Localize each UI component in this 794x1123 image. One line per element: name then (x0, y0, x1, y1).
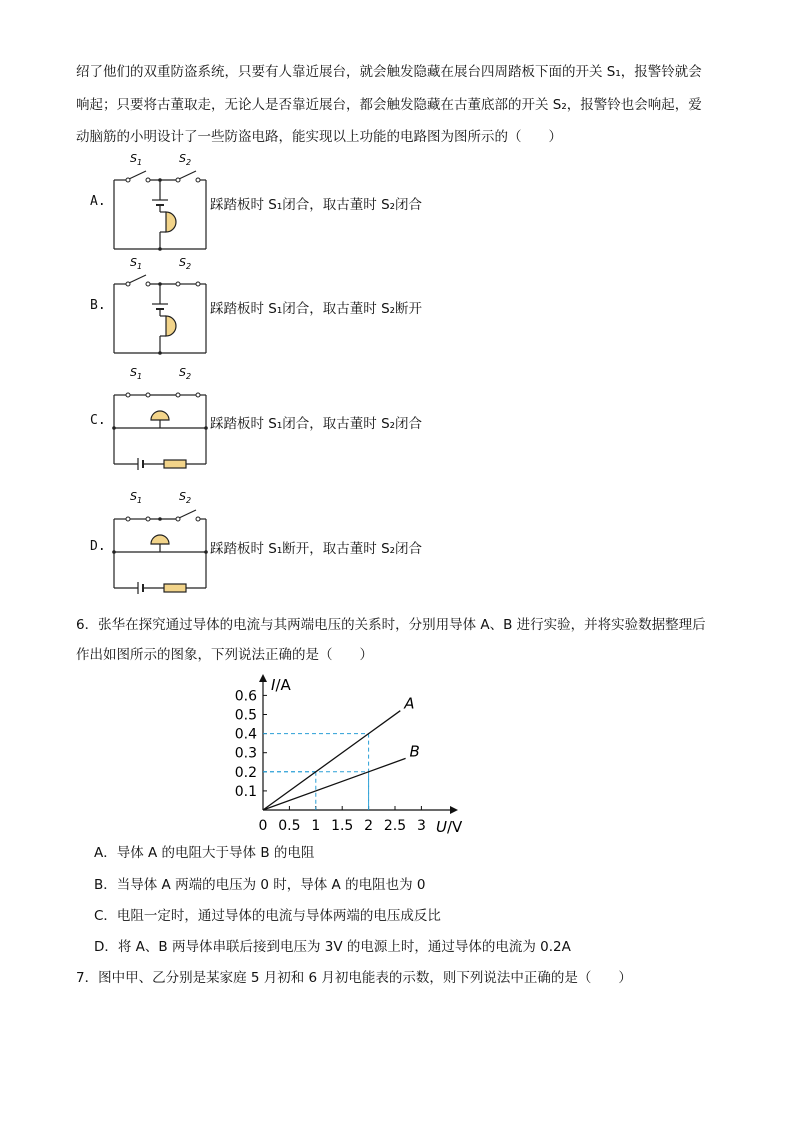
switch-s1-label: $S_1$ (130, 366, 143, 381)
circuit-b (108, 254, 212, 360)
y-tick-label: 0.1 (234, 783, 257, 800)
q5-option-a-letter: A. (90, 194, 106, 209)
x-tick-label: 2.5 (383, 818, 407, 834)
q5-line-2: 响起；只要将古董取走，无论人是否靠近展台，都会触发隐藏在古董底部的开关 S₂，报警铃也会响起，爱 (76, 97, 702, 113)
q5-option-b-caption: 踩踏板时 S₁闭合，取古董时 S₂断开 (210, 301, 423, 317)
circuit-d (108, 488, 212, 598)
x-tick-label: 0 (258, 818, 268, 834)
q5-option-c-caption: 踩踏板时 S₁闭合，取古董时 S₂闭合 (210, 416, 423, 432)
x-axis-label: U/V (436, 818, 463, 836)
y-axis-arrow (259, 674, 267, 682)
x-tick-label: 0.5 (278, 818, 301, 834)
switch-s1-label: $S_1$ (130, 152, 143, 167)
y-tick-label: 0.6 (234, 688, 257, 705)
y-tick-label: 0.4 (234, 726, 257, 743)
q6-option-c: C．电阻一定时，通过导体的电流与导体两端的电压成反比 (94, 908, 441, 924)
q5-option-c-letter: C. (90, 413, 106, 428)
q7-line-1: 7．图中甲、乙分别是某家庭 5 月初和 6 月初电能表的示数，则下列说法中正确的是（ ） (76, 970, 632, 986)
y-axis-label: I/A (271, 676, 291, 694)
q5-line-1: 绍了他们的双重防盗系统，只要有人靠近展台，就会触发隐藏在展台四周踏板下面的开关 S₁，报警铃就会 (76, 64, 702, 80)
q6-option-b: B．当导体 A 两端的电压为 0 时，导体 A 的电阻也为 0 (94, 877, 426, 893)
x-axis-arrow (450, 806, 458, 814)
x-tick-label: 1.5 (331, 818, 354, 834)
circuit-c (108, 364, 212, 474)
series-label-a: A (404, 694, 415, 713)
q5-option-a-caption: 踩踏板时 S₁闭合，取古董时 S₂闭合 (210, 197, 423, 213)
q5-option-b-letter: B. (90, 298, 106, 313)
y-tick-label: 0.2 (234, 764, 257, 781)
switch-s2-label: $S_2$ (179, 490, 192, 505)
q6-line-2: 作出如图所示的图象，下列说法正确的是（ ） (76, 647, 373, 663)
q5-option-d-caption: 踩踏板时 S₁断开，取古董时 S₂闭合 (210, 541, 423, 557)
series-line-b (263, 758, 406, 810)
q5-line-3: 动脑筋的小明设计了一些防盗电路，能实现以上功能的电路图为图所示的（ ） (76, 129, 562, 145)
q6-option-d: D．将 A、B 两导体串联后接到电压为 3V 的电源上时，通过导体的电流为 0.2A (94, 939, 571, 955)
y-tick-label: 0.5 (234, 707, 257, 724)
series-label-b: B (409, 742, 420, 761)
switch-s2-label: $S_2$ (179, 256, 192, 271)
x-tick-label: 2 (364, 818, 374, 834)
y-tick-label: 0.3 (234, 745, 257, 762)
x-tick-label: 1 (311, 818, 321, 834)
switch-s2-label: $S_2$ (179, 366, 192, 381)
series-line-a (263, 711, 400, 810)
q6-option-a: A．导体 A 的电阻大于导体 B 的电阻 (94, 845, 315, 861)
q6-line-1: 6．张华在探究通过导体的电流与其两端电压的关系时，分别用导体 A、B 进行实验，并将实验数据整理后 (76, 617, 706, 633)
iu-chart (228, 670, 476, 836)
circuit-a (108, 150, 212, 256)
q5-option-d-letter: D. (90, 539, 106, 554)
x-tick-label: 3 (416, 818, 426, 834)
switch-s2-label: $S_2$ (179, 152, 192, 167)
switch-s1-label: $S_1$ (130, 490, 143, 505)
switch-s1-label: $S_1$ (130, 256, 143, 271)
